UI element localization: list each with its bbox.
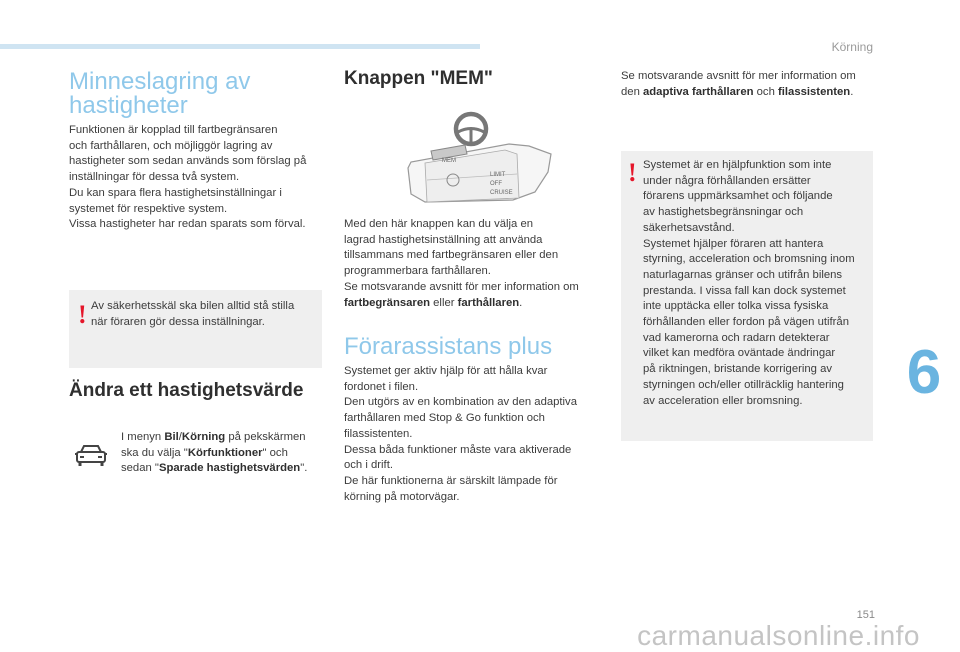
memory-line: Vissa hastigheter har redan sparats som förval. [69,218,306,231]
assist-line: filassistenten. [344,427,413,440]
memory-line: inställningar för dessa två system. [69,171,240,184]
assist-line: körning på motorvägar. [344,490,460,503]
steering-wheel-icon [456,114,486,144]
mem-line: Med den här knappen kan du välja en [344,218,534,230]
mem-label: MEM [442,158,456,164]
warning-line: vilket kan medföra oväntade ändringar [643,347,836,360]
memory-line: Du kan spara flera hastighetsinställningar i [69,186,282,199]
page-number: 151 [856,609,875,621]
warning-line: inte upptäcka eller tolka vissa fysiska [643,300,829,313]
warning-line: under några förhållanden ersätter [643,174,811,187]
warning-icon: ! [78,300,87,329]
text-fragment: och [753,85,778,98]
text-fragment: eller [430,296,458,309]
assist-line: Den utgörs av en kombination av den adaptiva [344,396,577,409]
driver-assist-section [344,335,604,359]
warning-icon: ! [628,158,637,187]
assist-line: Systemet ger aktiv hjälp för att hålla kvar [344,365,548,377]
cruise-label: CRUISE [490,190,513,196]
memory-line: Funktionen är kopplad till fartbegränsaren [69,124,278,136]
warning-line: förarens uppmärksamhet och följande [643,190,833,203]
text-fragment: ". [300,462,308,475]
assist-warning-note [621,151,873,441]
menu-korning: Körning [181,431,226,443]
warning-line: av acceleration eller bromsning. [643,394,803,407]
text-fragment: på pekskärmen [225,431,306,443]
warning-line: av hastighetsbegränsningar och [643,206,804,219]
text-fragment: den [621,85,643,98]
memory-section [69,70,329,118]
memory-warning-note [69,290,322,368]
right-line: Se motsvarande avsnitt för mer information om [621,70,856,82]
menu-korfunktioner: Körfunktioner [187,446,263,459]
assist-line: fordonet i filen. [344,380,419,393]
section-header: Körning [831,40,873,54]
warning-line: vad kamerorna och radarn detekterar [643,331,830,344]
text-fragment: I menyn [121,431,165,443]
memory-body [69,123,331,233]
assist-line: De här funktionerna är särskilt lämpade för [344,474,558,487]
warning-line: Systemet är en hjälpfunktion som inte [643,159,832,171]
assist-line: och i drift. [344,459,393,472]
warning-line: på riktningen, bristande korrigering av [643,363,833,376]
assist-line: Dessa båda funktioner måste vara aktiverade [344,443,572,456]
right-intro [621,69,883,100]
menu-bil: Bil [164,431,179,443]
memory-line: och farthållaren, och möjliggör lagring av [69,139,273,152]
text-fragment: . [519,296,523,309]
chapter-tab-number: 6 [906,338,942,407]
right-bold: adaptiva farthållaren [643,85,754,98]
mem-bold: farthållaren [457,296,520,309]
warning-line: Systemet hjälper föraren att hantera [643,237,824,250]
warning-line: naturlagarnas gränser och utifrån bilens [643,268,843,281]
memory-title [69,70,329,118]
mem-line: Se motsvarande avsnitt för mer information om [344,280,579,293]
memory-line: hastigheter som sedan används som förslag på [69,155,307,168]
assist-line: farthållaren med Stop & Go funktion och [344,412,545,425]
mem-line: programmerbara farthållaren. [344,265,491,278]
warning-line: säkerhetsavstånd. [643,221,735,234]
change-speed-title: Ändra ett hastighetsvärde [69,380,304,401]
warning-line: när föraren gör dessa inställningar. [91,315,265,328]
driver-assist-title: Förarassistans plus [344,333,553,360]
warning-line: prestanda. I vissa fall kan dock systemet [643,284,846,297]
mem-button-illustration [405,110,553,218]
mem-button-body [344,217,606,311]
change-speed-section [69,380,331,402]
warning-line: styrning, acceleration och bromsning inom [643,253,855,266]
warning-line: styrningen och/eller otillräcklig hantering [643,378,844,391]
limit-label: LIMIT [490,172,506,178]
change-speed-text [121,430,333,477]
text-fragment: sedan " [121,462,159,475]
warning-line: förhållanden eller fordon på vägen utifrån [643,316,849,329]
header-bar [0,44,480,49]
menu-sparade-hastighetsvarden: Sparade hastighetsvärden [158,462,301,475]
text-fragment: . [850,85,854,98]
text-fragment: ska du välja " [121,446,188,459]
memory-line: systemet för respektive system. [69,202,228,215]
memory-title-line1: Minneslagring av [69,68,251,95]
warning-line: Av säkerhetsskäl ska bilen alltid stå stilla [91,300,295,312]
memory-title-line2: hastigheter [69,92,188,119]
watermark: carmanualsonline.info [637,620,920,651]
mem-bold: fartbegränsaren [344,296,431,309]
mem-line: lagrad hastighetsinställning att använda [344,233,543,246]
mem-line: tillsammans med fartbegränsaren eller den [344,249,559,262]
text-fragment: / [178,431,182,443]
mem-button-section [344,68,604,90]
right-bold: filassistenten [778,85,851,98]
text-fragment: " och [262,446,288,459]
off-label: OFF [490,181,502,187]
driver-assist-body [344,364,606,505]
car-icon [74,443,108,469]
mem-button-title: Knappen "MEM" [344,68,493,89]
